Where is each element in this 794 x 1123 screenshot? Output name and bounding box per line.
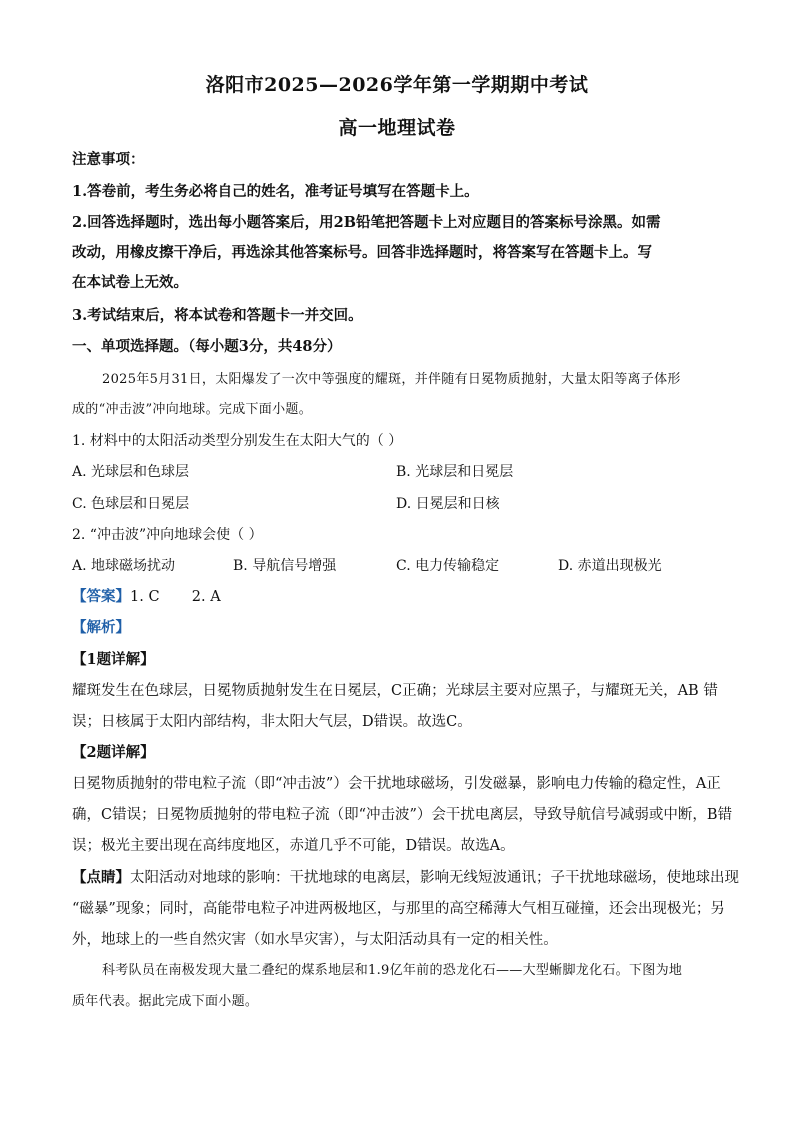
notice-item-2-line-3: 在本试卷上无效。 [72, 274, 188, 291]
tips-text-1: 太阳活动对地球的影响：干扰地球的电离层，影响无线短波通讯；子干扰地球磁场，使地球出现 [130, 870, 739, 886]
passage-1-line-2: 成的“冲击波”冲向地球。完成下面小题。 [72, 402, 312, 417]
question-2-option-b: B. 导航信号增强 [233, 558, 337, 574]
notice-item-3: 3.考试结束后，将本试卷和答题卡一并交回。 [72, 307, 363, 324]
question-2-stem: 2. “冲击波”冲向地球会使（ ） [72, 527, 263, 543]
analysis-tag: 【解析】 [72, 619, 130, 636]
exam-title: 洛阳市2025—2026学年第一学期期中考试 [205, 74, 589, 96]
tips-line-1 [72, 868, 739, 888]
section-heading: 一、单项选择题。（每小题3分，共48分） [72, 338, 342, 355]
tips-line-2: “磁暴”现象；同时，高能带电粒子冲进两极地区，与那里的高空稀薄大气相互碰撞，还会出现极光；另 [72, 901, 725, 917]
detail-2-line-1: 日冕物质抛射的带电粒子流（即“冲击波”）会干扰地球磁场，引发磁暴，影响电力传输的稳定性，A正 [72, 776, 721, 792]
tips-tag: 【点睛】 [72, 869, 130, 886]
tips-line-3: 外，地球上的一些自然灾害（如水旱灾害），与太阳活动具有一定的相关性。 [72, 932, 558, 948]
question-1-option-a: A. 光球层和色球层 [72, 464, 190, 480]
detail-2-line-3: 误；极光主要出现在高纬度地区，赤道几乎不可能，D错误。故选A。 [72, 838, 515, 854]
notice-heading: 注意事项： [72, 151, 145, 168]
passage-1-line-1: 2025年5月31日，太阳爆发了一次中等强度的耀斑，并伴随有日冕物质抛射，大量太阳等离子体形 [102, 372, 681, 387]
detail-2-tag: 【2题详解】 [72, 744, 155, 761]
notice-item-2-line-2: 改动，用橡皮擦干净后，再选涂其他答案标号。回答非选择题时，将答案写在答题卡上。写 [72, 244, 652, 261]
answer-line [72, 587, 722, 607]
detail-2-line-2: 确，C错误；日冕物质抛射的带电粒子流（即“冲击波”）会干扰电离层，导致导航信号减弱或中断，B错 [72, 807, 733, 823]
question-1-option-d: D. 日冕层和日核 [396, 496, 500, 512]
detail-1-line-2: 误；日核属于太阳内部结构，非太阳大气层，D错误。故选C。 [72, 714, 472, 730]
passage-2-line-2: 质年代表。据此完成下面小题。 [72, 994, 259, 1009]
answer-text: 1. C 2. A [130, 589, 221, 605]
notice-item-1: 1.答卷前，考生务必将自己的姓名，准考证号填写在答题卡上。 [72, 183, 479, 200]
analysis-line [72, 618, 722, 638]
question-1-option-c: C. 色球层和日冕层 [72, 496, 190, 512]
question-2-option-a: A. 地球磁场扰动 [72, 558, 176, 574]
passage-2-line-1: 科考队员在南极发现大量二叠纪的煤系地层和1.9亿年前的恐龙化石——大型蜥脚龙化石。下图为地 [102, 963, 683, 978]
question-1-option-b: B. 光球层和日冕层 [396, 464, 514, 480]
detail-1-line-1: 耀斑发生在色球层，日冕物质抛射发生在日冕层，C正确；光球层主要对应黑子，与耀斑无关，AB 错 [72, 683, 718, 699]
question-2-option-d: D. 赤道出现极光 [558, 558, 662, 574]
detail-1-tag: 【1题详解】 [72, 651, 155, 668]
answer-tag: 【答案】 [72, 588, 130, 605]
exam-subtitle: 高一地理试卷 [338, 117, 456, 139]
question-1-stem: 1. 材料中的太阳活动类型分别发生在太阳大气的（ ） [72, 433, 403, 449]
question-2-option-c: C. 电力传输稳定 [396, 558, 500, 574]
notice-item-2-line-1: 2.回答选择题时，选出每小题答案后，用2B铅笔把答题卡上对应题目的答案标号涂黑。如需 [72, 214, 661, 231]
